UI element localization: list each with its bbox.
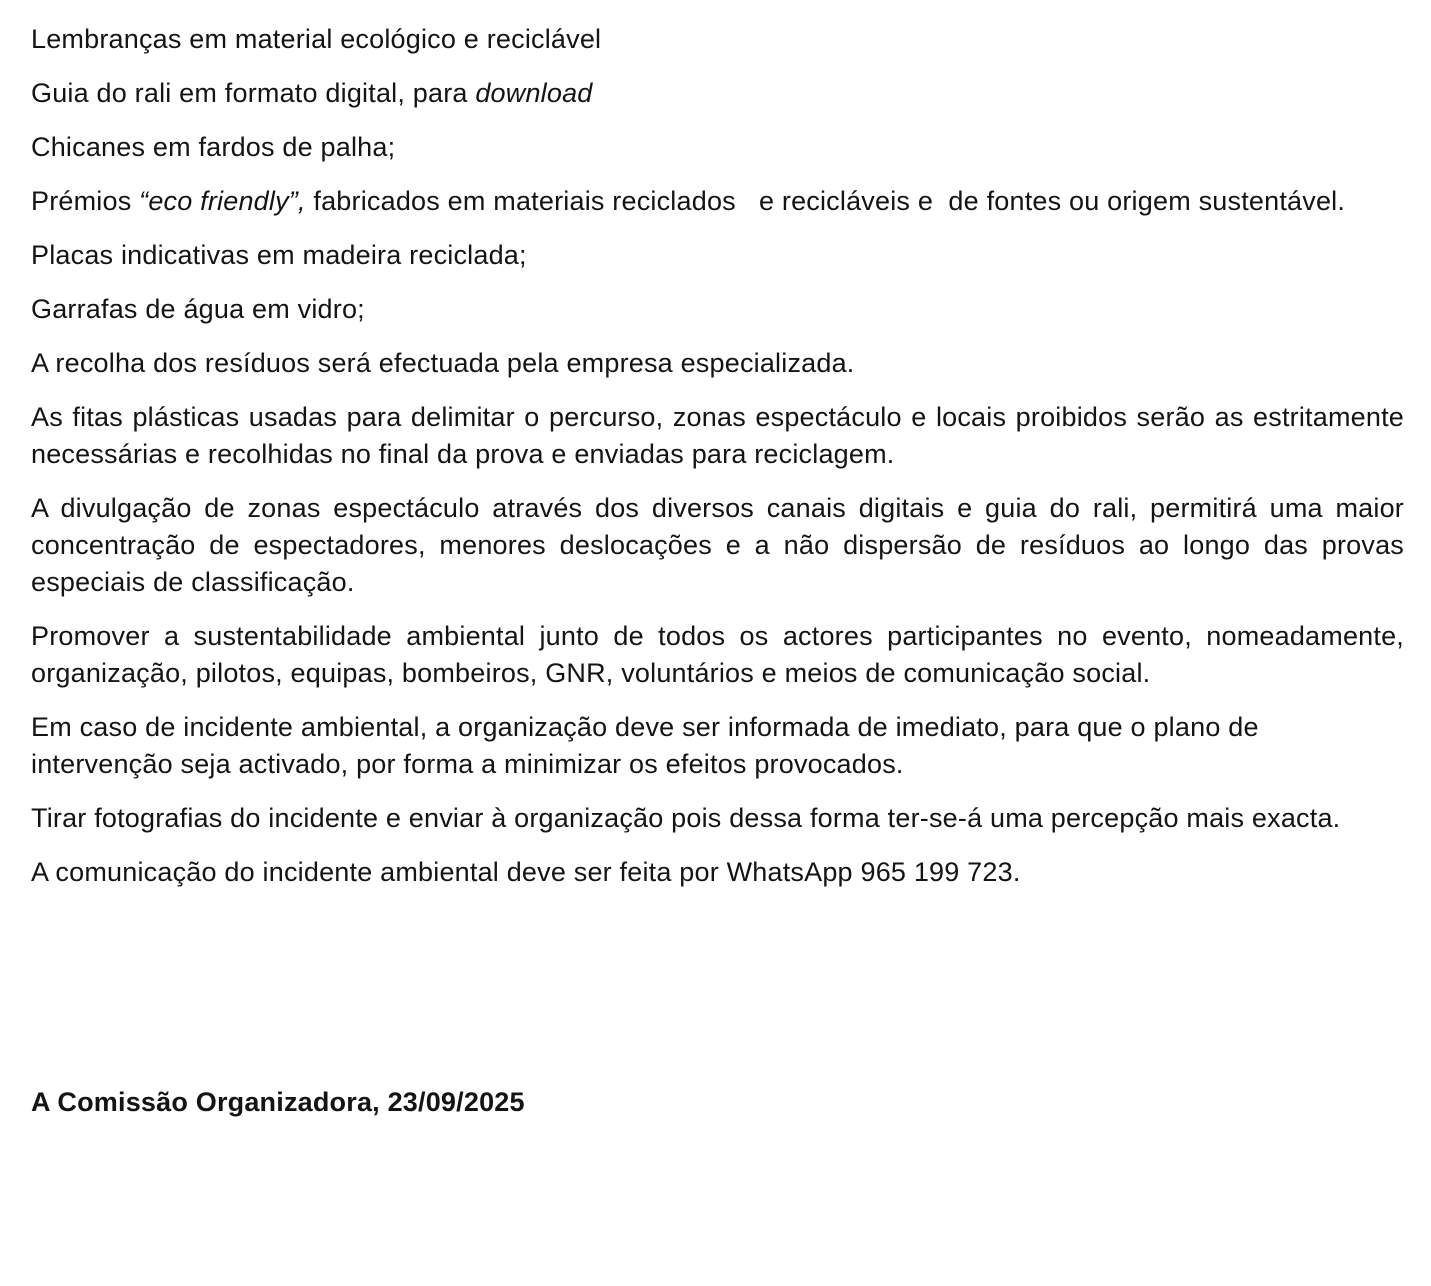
paragraph-3 bbox=[31, 129, 1404, 166]
text-run: Placas indicativas em madeira reciclada; bbox=[31, 240, 527, 270]
paragraph-13 bbox=[31, 854, 1404, 891]
italic-text-run: download bbox=[475, 78, 593, 108]
document-body bbox=[31, 21, 1404, 891]
paragraph-9 bbox=[31, 490, 1404, 601]
text-run: Tirar fotografias do incidente e enviar à organização pois dessa forma ter-se-á uma percepção mais exacta. bbox=[31, 803, 1341, 833]
text-run: As fitas plásticas usadas para delimitar o percurso, zonas espectáculo e locais proibidos serão as estritamente necessárias e recolhidas no final da prova e enviadas para reciclagem. bbox=[31, 402, 1404, 469]
text-run: A recolha dos resíduos será efectuada pela empresa especializada. bbox=[31, 348, 855, 378]
text-run: Lembranças em material ecológico e reciclável bbox=[31, 24, 602, 54]
paragraph-12 bbox=[31, 800, 1404, 837]
paragraph-6 bbox=[31, 291, 1404, 328]
paragraph-10 bbox=[31, 618, 1404, 692]
paragraph-11 bbox=[31, 709, 1404, 783]
text-run: Garrafas de água em vidro; bbox=[31, 294, 365, 324]
paragraph-1 bbox=[31, 21, 1404, 58]
text-run: Guia do rali em formato digital, para bbox=[31, 78, 476, 108]
text-run: Chicanes em fardos de palha; bbox=[31, 132, 396, 162]
paragraph-4 bbox=[31, 183, 1404, 220]
text-run: A divulgação de zonas espectáculo através dos diversos canais digitais e guia do rali, permitirá uma maior concentração de espectadores, menores deslocações e a não dispersão de resíduos ao longo das provas especiais de classificação. bbox=[31, 493, 1404, 597]
italic-text-run: “eco friendly”, bbox=[139, 186, 306, 216]
text-run: Promover a sustentabilidade ambiental junto de todos os actores participantes no evento, nomeadamente, organização, pilotos, equipas, bombeiros, GNR, voluntários e meios de comunicação social. bbox=[31, 621, 1404, 688]
paragraph-5 bbox=[31, 237, 1404, 274]
text-run: fabricados em materiais reciclados e recicláveis e de fontes ou origem sustentável. bbox=[305, 186, 1346, 216]
paragraph-8 bbox=[31, 399, 1404, 473]
signature-line: A Comissão Organizadora, 23/09/2025 bbox=[31, 1087, 525, 1117]
paragraph-7 bbox=[31, 345, 1404, 382]
text-run: Prémios bbox=[31, 186, 140, 216]
paragraph-2 bbox=[31, 75, 1404, 112]
text-run: Em caso de incidente ambiental, a organização deve ser informada de imediato, para que o plano de intervenção seja activado, por forma a minimizar os efeitos provocados. bbox=[31, 712, 1259, 779]
text-run: A comunicação do incidente ambiental deve ser feita por WhatsApp 965 199 723. bbox=[31, 857, 1021, 887]
